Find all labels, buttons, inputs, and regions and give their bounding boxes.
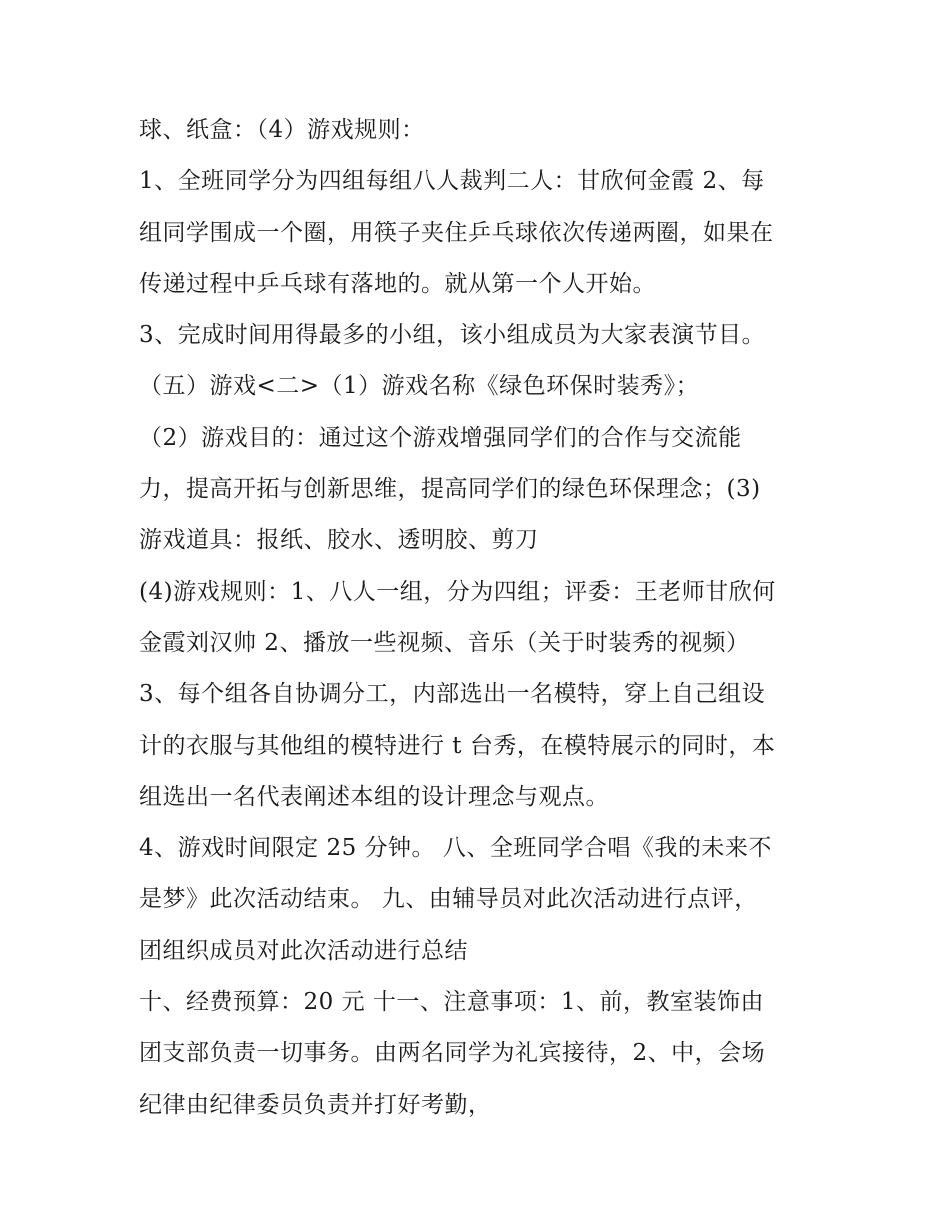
text-line: 组同学围成一个圈，用筷子夹住乒乓球依次传递两圈，如果在 <box>139 219 774 246</box>
text-line: 计的衣服与其他组的模特进行 t 台秀，在模特展示的同时，本 <box>139 732 776 759</box>
text-line: 十、经费预算：20 元 十一、注意事项：1、前，教室装饰由 <box>139 989 765 1016</box>
text-line: 球、纸盒：（4）游戏规则： <box>139 117 425 143</box>
text-line: （五）游戏<二>（1）游戏名称《绿色环保时装秀》； <box>139 373 700 400</box>
text-line: 团组织成员对此次活动进行总结 <box>139 937 468 964</box>
text-line: 金霞刘汉帅 2、播放一些视频、音乐（关于时装秀的视频） <box>139 629 750 656</box>
text-line: 1、全班同学分为四组每组八人裁判二人：甘欣何金霞 2、每 <box>139 168 765 195</box>
body-text <box>139 110 829 1136</box>
text-line: 力，提高开拓与创新思维，提高同学们的绿色环保理念；(3) <box>139 476 761 503</box>
text-line: 纪律由纪律委员负责并打好考勤， <box>139 1091 492 1118</box>
text-line: 组选出一名代表阐述本组的设计理念与观点。 <box>139 783 609 810</box>
text-line: （2）游戏目的：通过这个游戏增强同学们的合作与交流能 <box>139 424 742 451</box>
text-line: 是梦》此次活动结束。 九、由辅导员对此次活动进行点评， <box>139 886 758 913</box>
text-line: 团支部负责一切事务。由两名同学为礼宾接待，2、中，会场 <box>139 1040 766 1067</box>
text-line: 游戏道具：报纸、胶水、透明胶、剪刀 <box>139 527 539 554</box>
text-line: (4)游戏规则：1、八人一组，分为四组；评委：王老师甘欣何 <box>139 578 776 605</box>
text-line: 传递过程中乒乓球有落地的。就从第一个人开始。 <box>139 270 656 297</box>
text-line: 4、游戏时间限定 25 分钟。 八、全班同学合唱《我的未来不 <box>139 835 772 862</box>
text-line: 3、每个组各自协调分工，内部选出一名模特，穿上自己组设 <box>139 681 766 708</box>
text-line: 3、完成时间用得最多的小组，该小组成员为大家表演节目。 <box>139 322 766 349</box>
